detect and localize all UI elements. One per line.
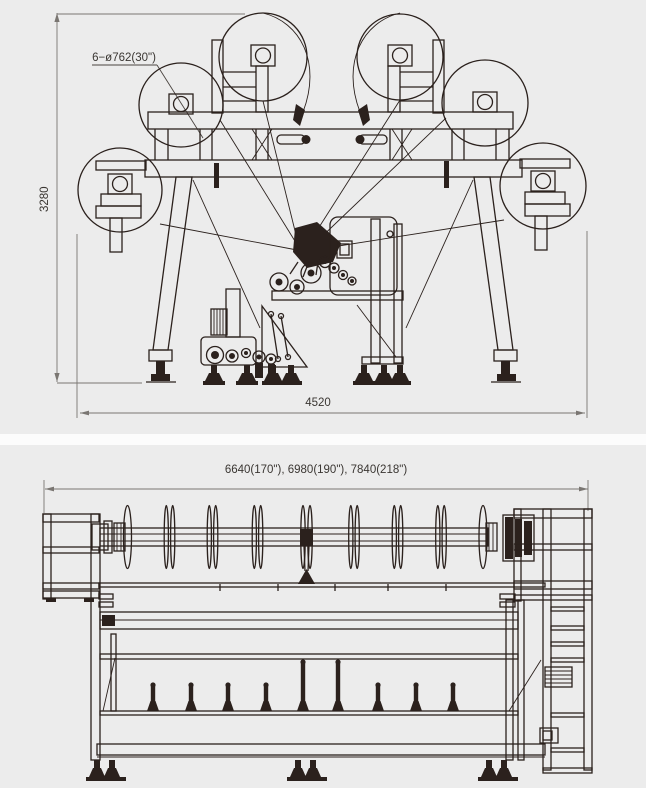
beam-callout-label: 6−ø762(30") bbox=[92, 52, 156, 64]
top-view-panel bbox=[39, 13, 587, 418]
ground-feet bbox=[86, 760, 518, 781]
frame-legs bbox=[146, 177, 521, 382]
machine-feet bbox=[203, 365, 411, 385]
width-dim-label: 4520 bbox=[305, 397, 331, 409]
warp-beam-shaft bbox=[92, 506, 534, 585]
dim-overall-width bbox=[44, 464, 588, 513]
beam-bearing-blocks bbox=[108, 45, 555, 194]
creel-frame-rails bbox=[145, 104, 522, 188]
frame-bands bbox=[97, 583, 545, 760]
overall-width-label: 6640(170"), 6980(190"), 7840(218") bbox=[224, 464, 408, 476]
beam-support-masts bbox=[212, 40, 444, 113]
height-dim-label: 3280 bbox=[39, 186, 51, 212]
bottom-view-panel bbox=[43, 464, 592, 781]
warp-beam-circles bbox=[78, 13, 586, 232]
spindle-posts bbox=[147, 659, 459, 711]
center-disc-hanger bbox=[298, 506, 315, 585]
drive-gearbox bbox=[201, 289, 276, 378]
left-pedestal bbox=[43, 514, 100, 760]
